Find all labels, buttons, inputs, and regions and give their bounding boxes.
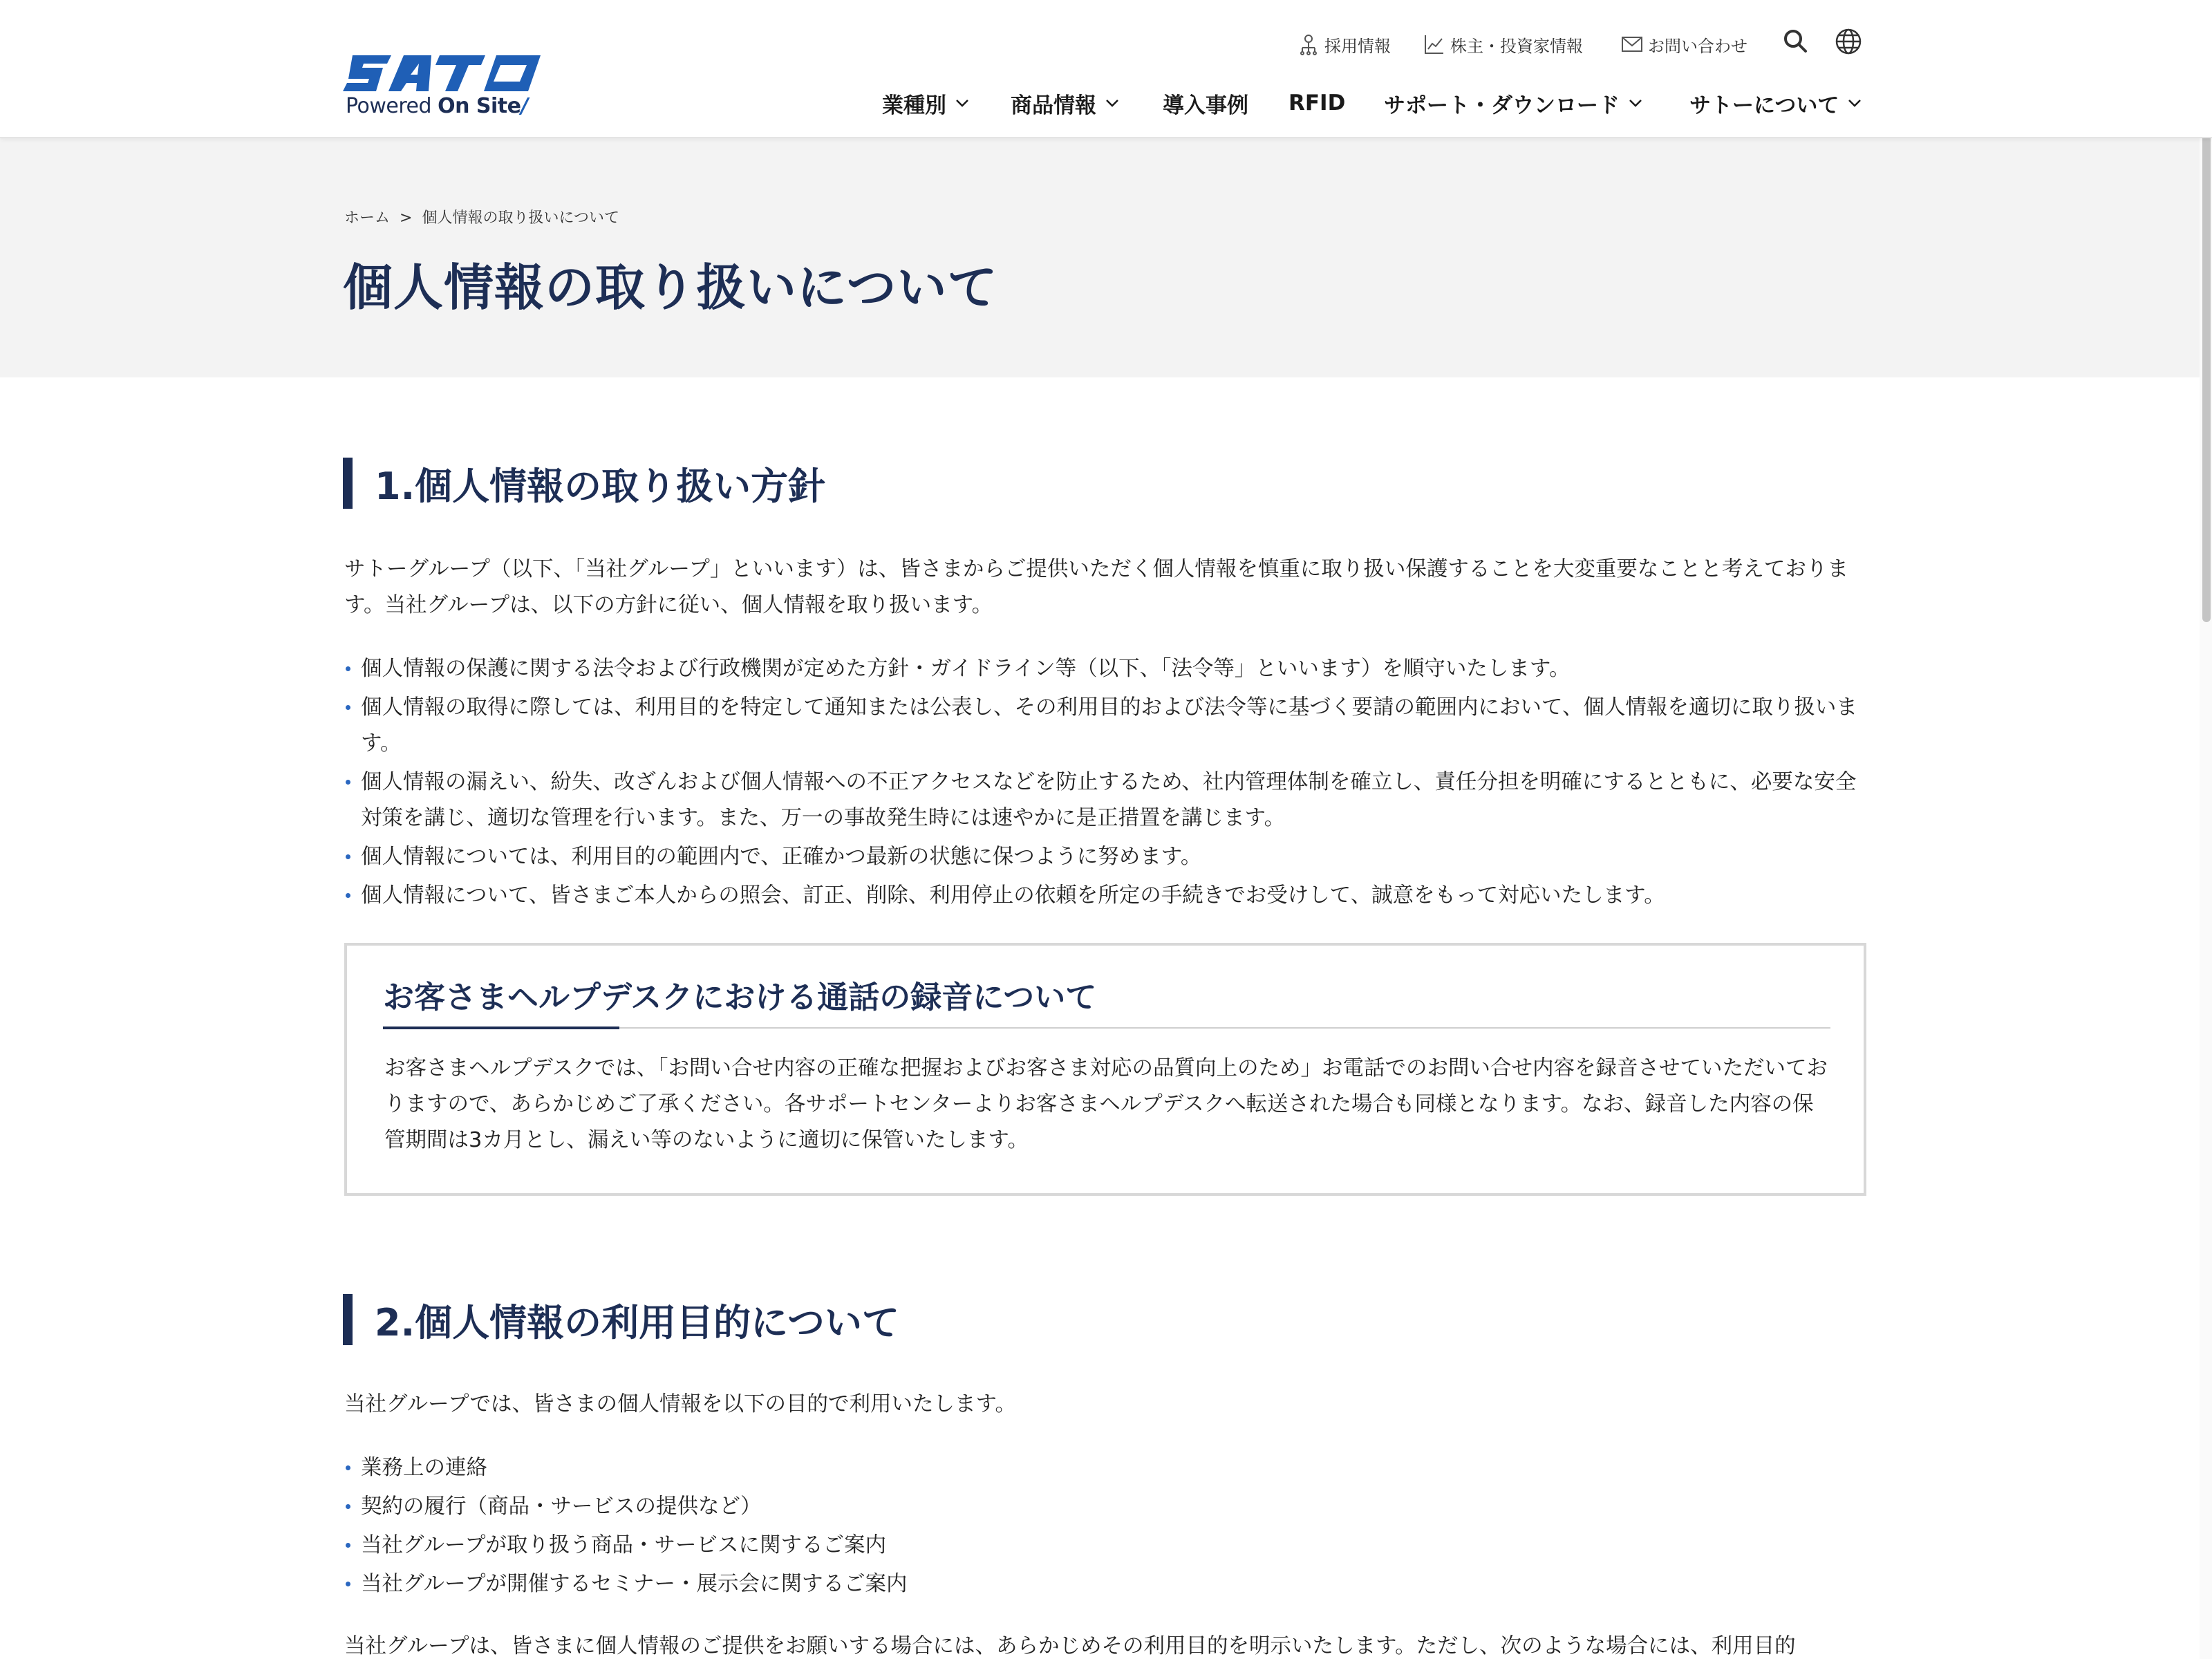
recruit-link[interactable] [1297, 28, 1391, 61]
nav-support[interactable] [1384, 86, 1644, 120]
nav-case-studies-label: 導入事例 [1163, 93, 1248, 118]
page-hero [0, 138, 2212, 377]
heading-accent-bar [343, 458, 353, 509]
nav-rfid[interactable] [1288, 86, 1345, 120]
sato-logo[interactable] [343, 55, 543, 118]
list-item: 個人情報の漏えい、紛失、改ざんおよび個人情報への不正アクセスなどを防止するため、社内管理体制を確立し、責任分担を明確にするとともに、必要な安全対策を講じ、適切な管理を行います。また、万一の事故発生時には速やかに是正措置を講じます。 [344, 765, 1872, 836]
page-title: 個人情報の取り扱いについて [343, 259, 998, 317]
list-item: 個人情報の保護に関する法令および行政機関が定めた方針・ガイドライン等（以下、「法令等」といいます）を順守いたします。 [344, 651, 1872, 687]
nav-about[interactable] [1689, 86, 1864, 120]
breadcrumb-home[interactable]: ホーム [344, 209, 391, 227]
section1-heading-text: 1.個人情報の取り扱い方針 [375, 464, 826, 508]
globe-icon [1833, 26, 1864, 57]
list-item: 個人情報については、利用目的の範囲内で、正確かつ最新の状態に保つように努めます。 [344, 839, 1872, 875]
recruit-label: 採用情報 [1324, 36, 1391, 56]
section2-intro: 当社グループでは、皆さまの個人情報を以下の目的で利用いたします。 [344, 1392, 1017, 1416]
list-item: 当社グループが開催するセミナー・展示会に関するご案内 [344, 1566, 1872, 1602]
nav-about-label: サトーについて [1689, 93, 1839, 118]
chart-icon [1423, 32, 1446, 56]
contact-link[interactable] [1620, 28, 1747, 61]
list-item: 個人情報の取得に際しては、利用目的を特定して通知または公表し、その利用目的および法令等に基づく要請の範囲内において、個人情報を適切に取り扱います。 [344, 690, 1872, 762]
breadcrumb-current: 個人情報の取り扱いについて [422, 209, 620, 227]
nav-products[interactable] [1011, 86, 1121, 120]
section2-heading-text: 2.個人情報の利用目的について [375, 1300, 900, 1344]
chevron-down-icon [1103, 94, 1121, 112]
person-org-icon [1297, 32, 1320, 56]
section2-closing: 当社グループは、皆さまに個人情報のご提供をお願いする場合には、あらかじめその利用目的を明示いたします。ただし、次のような場合には、利用目的 [344, 1634, 1796, 1658]
nav-case-studies[interactable] [1163, 86, 1248, 120]
list-item: 当社グループが取り扱う商品・サービスに関するご案内 [344, 1528, 1872, 1564]
helpdesk-recording-notice [344, 943, 1866, 1196]
search-button[interactable] [1781, 26, 1811, 57]
sato-wordmark-logo [343, 55, 541, 91]
nav-products-label: 商品情報 [1011, 93, 1096, 118]
section2-heading [343, 1294, 899, 1345]
mail-icon [1620, 32, 1644, 56]
list-item: 契約の履行（商品・サービスの提供など） [344, 1489, 1872, 1525]
ir-link[interactable] [1423, 28, 1583, 61]
chevron-down-icon [1846, 94, 1864, 112]
helpdesk-notice-body: お客さまヘルプデスクでは、「お問い合せ内容の正確な把握およびお客さま対応の品質向上のため」お電話でのお問い合せ内容を録音させていただいておりますので、あらかじめご了承ください。各サポートセンターよりお客さまヘルプデスクへ転送された場合も同様となります。なお、録音した内容の保管期間は3カ月とし、漏えい等のないように適切に保管いたします。 [384, 1056, 1828, 1152]
ir-label: 株主・投資家情報 [1450, 36, 1583, 56]
heading-accent-bar [343, 1294, 353, 1345]
section1-list [344, 651, 1872, 917]
list-item: 業務上の連絡 [344, 1450, 1872, 1486]
section1-heading [343, 458, 825, 509]
site-header [0, 0, 2212, 138]
breadcrumb [344, 206, 619, 227]
nav-industry[interactable] [882, 86, 971, 120]
divider-accent [383, 1027, 619, 1029]
chevron-down-icon [1627, 94, 1644, 112]
nav-industry-label: 業種別 [882, 93, 946, 118]
language-button[interactable] [1833, 26, 1864, 57]
nav-support-label: サポート・ダウンロード [1384, 93, 1620, 118]
logo-tagline: Powered On Site/ [346, 94, 528, 118]
list-item: 個人情報について、皆さまご本人からの照会、訂正、削除、利用停止の依頼を所定の手続きでお受けして、誠意をもって対応いたします。 [344, 878, 1872, 914]
helpdesk-notice-title: お客さまヘルプデスクにおける通話の録音について [383, 979, 1097, 1015]
chevron-down-icon [953, 94, 971, 112]
nav-rfid-label: RFID [1288, 91, 1346, 115]
section1-intro: サトーグループ（以下、「当社グループ」といいます）は、皆さまからご提供いただく個人情報を慎重に取り扱い保護することを大変重要なことと考えております。当社グループは、以下の方針に従い、個人情報を取り扱います。 [344, 557, 1848, 617]
breadcrumb-separator: > [400, 209, 413, 227]
section2-list [344, 1450, 1872, 1605]
contact-label: お問い合わせ [1648, 36, 1747, 56]
search-icon [1781, 26, 1811, 57]
